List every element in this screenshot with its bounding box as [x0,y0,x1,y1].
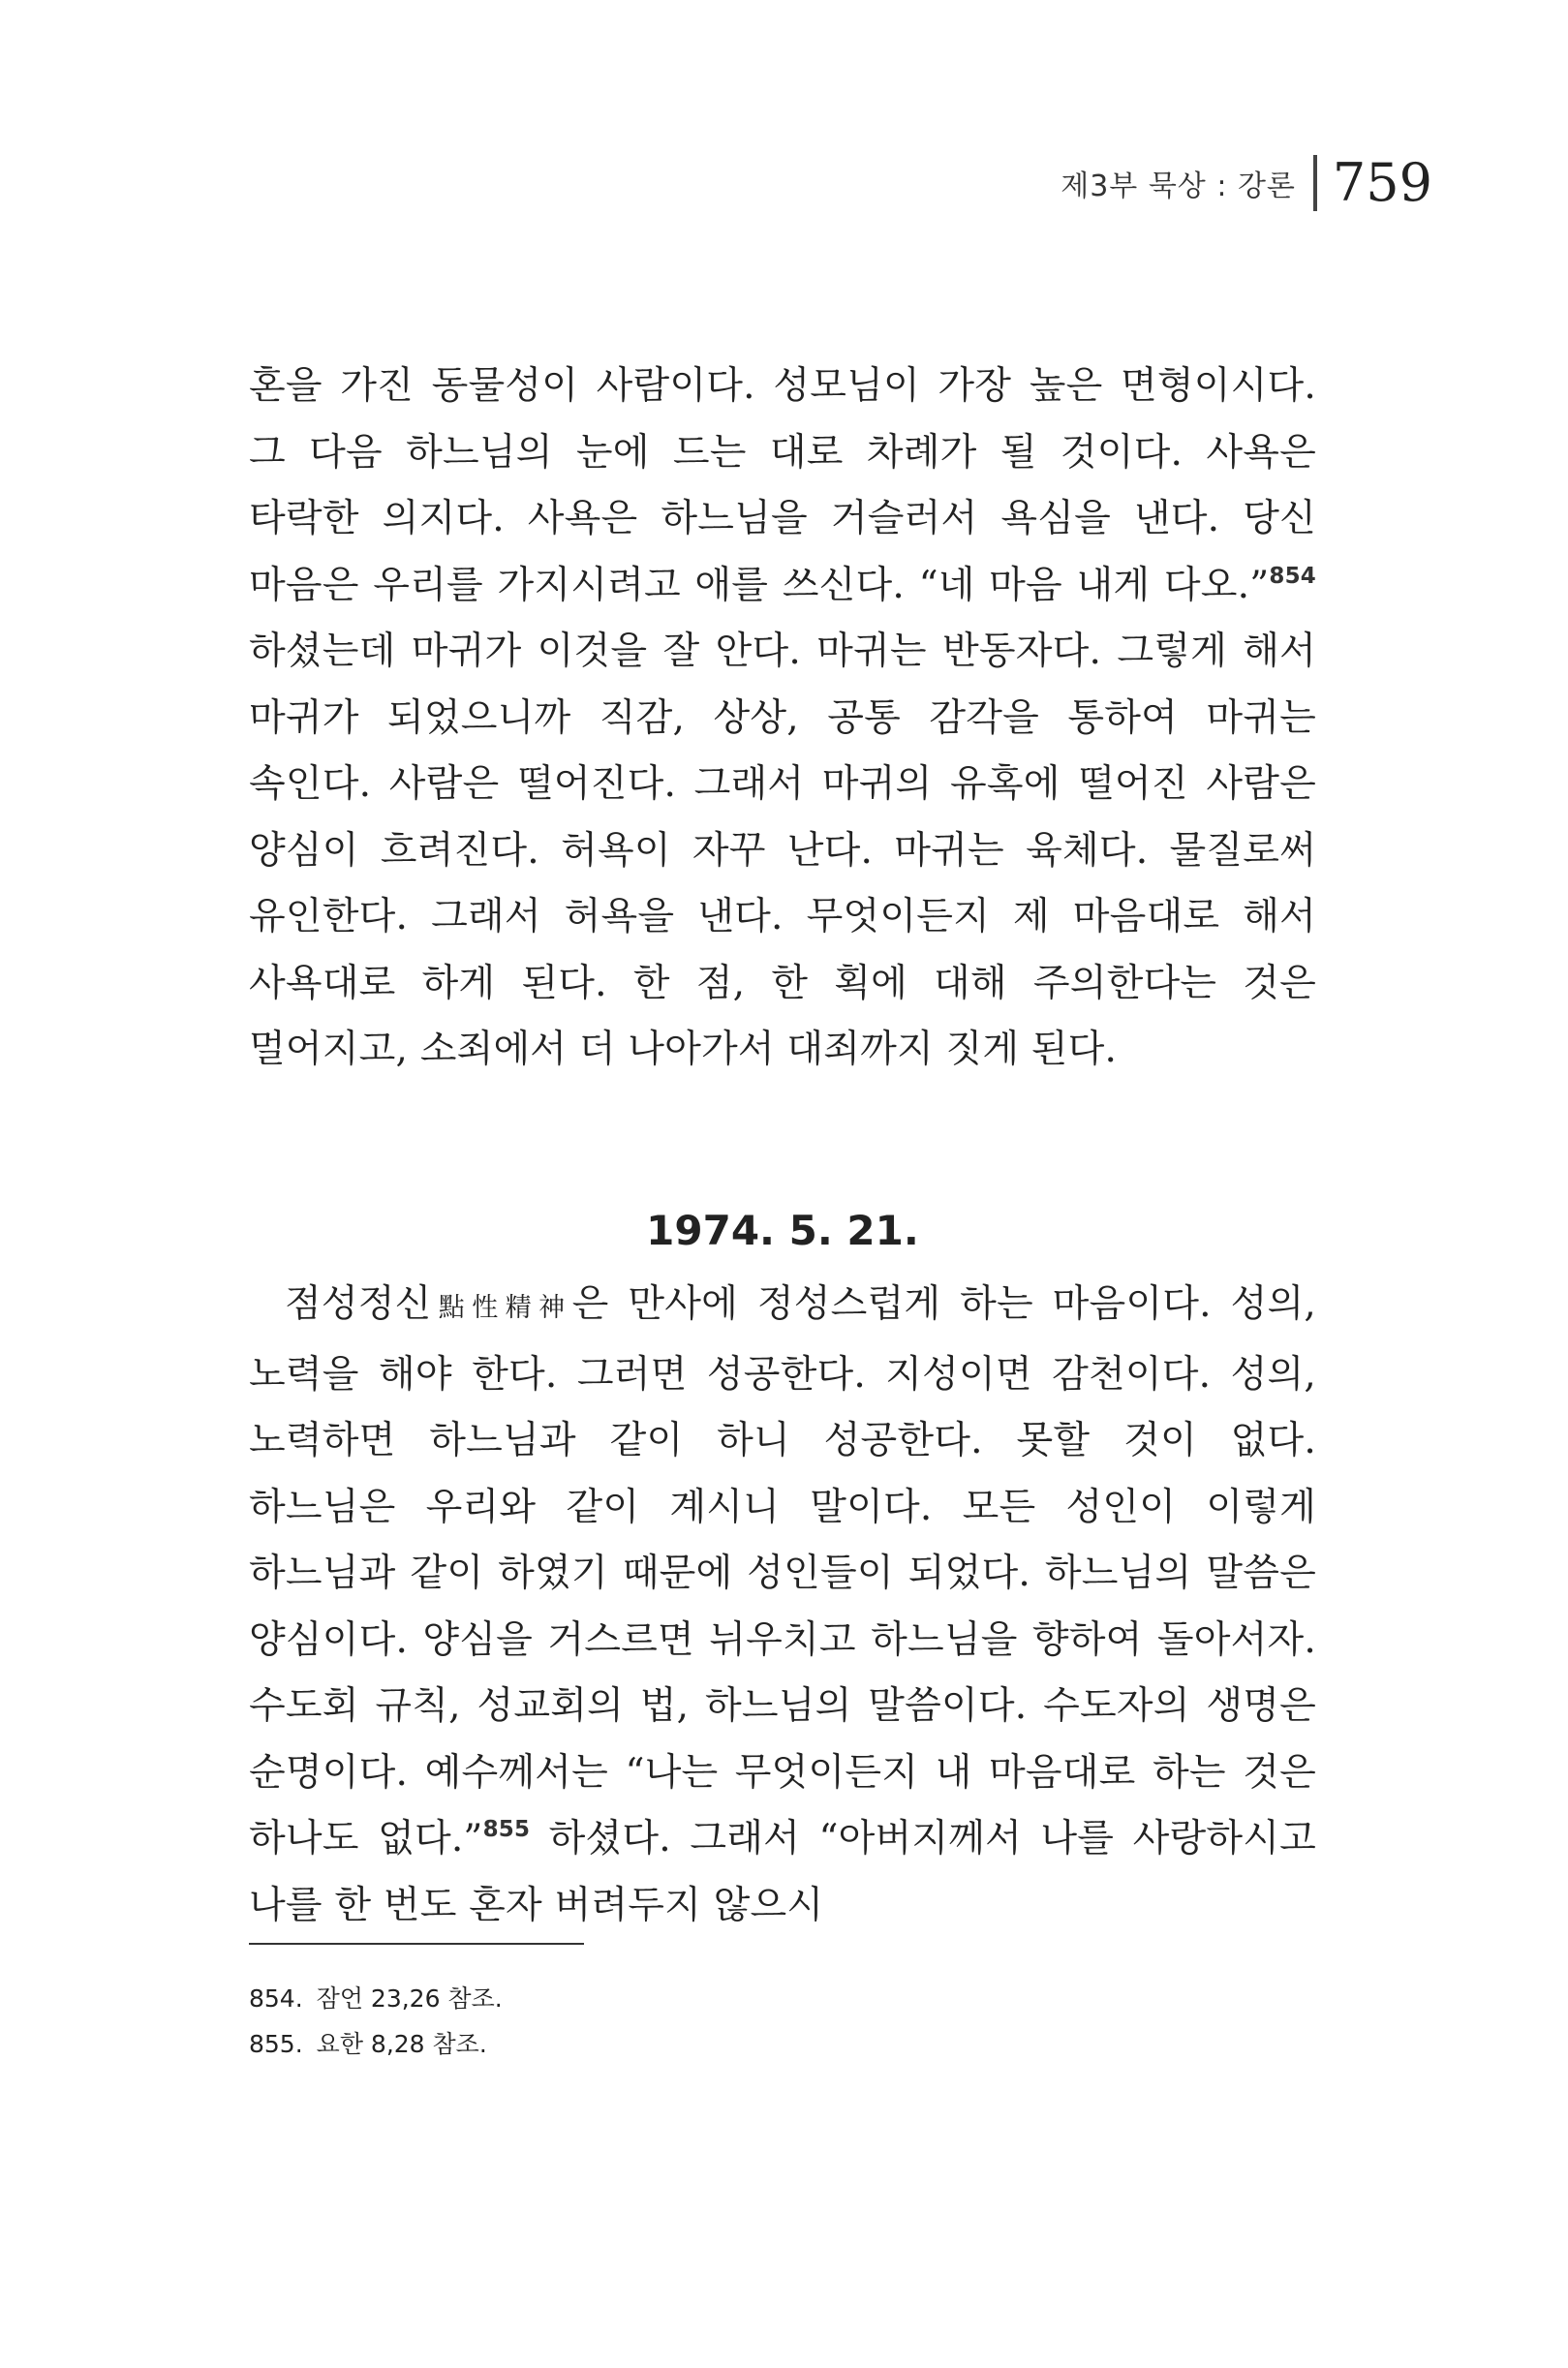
running-title: 제3부 묵상 : 강론 [1061,169,1296,203]
footnote-text: 잠언 23,26 참조. [316,1984,503,2013]
footnote-854 [249,1976,1316,2021]
header-divider [1313,155,1317,211]
footnotes [249,1976,1316,2067]
paragraph-2-hanja: 點性精神 [431,1293,572,1323]
footnote-ref-855[interactable]: 855 [482,1817,531,1842]
paragraph-1-block [249,354,1316,1084]
paragraph-1-text-a: 혼을 가진 동물성이 사람이다. 성모님이 가장 높은 면형이시다. 그 다음 하느님의 눈에 드는 대로 차례가 될 것이다. 사욕은 타락한 의지다. 사욕은 하느님을 거슬러서 욕심을 낸다. 당신 마음은 우리를 가지시려고 애를 쓰신다. “네 마음 내게 다오.” [249,364,1316,607]
paragraph-2-block [249,1272,1316,1939]
footnote-ref-854[interactable]: 854 [1269,563,1316,589]
page-number: 759 [1332,152,1432,213]
paragraph-2 [249,1272,1316,1939]
footnote-number: 855. [249,2030,303,2058]
footnote-855 [249,2021,1316,2067]
footnote-number: 854. [249,1984,303,2013]
paragraph-2-text-b: 하셨다. 그래서 “아버지께서 나를 사랑하시고 나를 한 번도 혼자 버려두지 않으시 [249,1817,1317,1927]
footnote-text: 요한 8,28 참조. [316,2030,487,2058]
running-head [1061,149,1432,217]
paragraph-1 [249,354,1316,1084]
paragraph-1-text-b: 하셨는데 마귀가 이것을 잘 안다. 마귀는 반동자다. 그렇게 해서 마귀가 되었으니까 직감, 상상, 공통 감각을 통하여 마귀는 속인다. 사람은 떨어진다. 그래서 마귀의 유혹에 떨어진 사람은 양심이 흐려진다. 허욕이 자꾸 난다. 마귀는 육체다. 물질로써 유인한다. 그래서 허욕을 낸다. 무엇이든지 제 마음대로 해서 사욕대로 하게 된다. 한 점, 한 획에 대해 주의한다는 것은 멀어지고, 소죄에서 더 나아가서 대죄까지 짓게 된다. [249,630,1316,1071]
footnote-divider [249,1943,584,1945]
section-date-heading: 1974. 5. 21. [646,1207,919,1254]
paragraph-2-text-a: 은 만사에 정성스럽게 하는 마음이다. 성의, 노력을 해야 한다. 그러면 성공한다. 지성이면 감천이다. 성의, 노력하면 하느님과 같이 하니 성공한다. 못할 것이 없다. 하느님은 우리와 같이 계시니 말이다. 모든 성인이 이렇게 하느님과 같이 하였기 때문에 성인들이 되었다. 하느님의 말씀은 양심이다. 양심을 거스르면 뉘우치고 하느님을 향하여 돌아서자. 수도회 규칙, 성교회의 법, 하느님의 말씀이다. 수도자의 생명은 순명이다. 예수께서는 “나는 무엇이든지 내 마음대로 하는 것은 하나도 없다.” [249,1282,1316,1861]
paragraph-2-lead: 점성정신 [285,1282,432,1326]
